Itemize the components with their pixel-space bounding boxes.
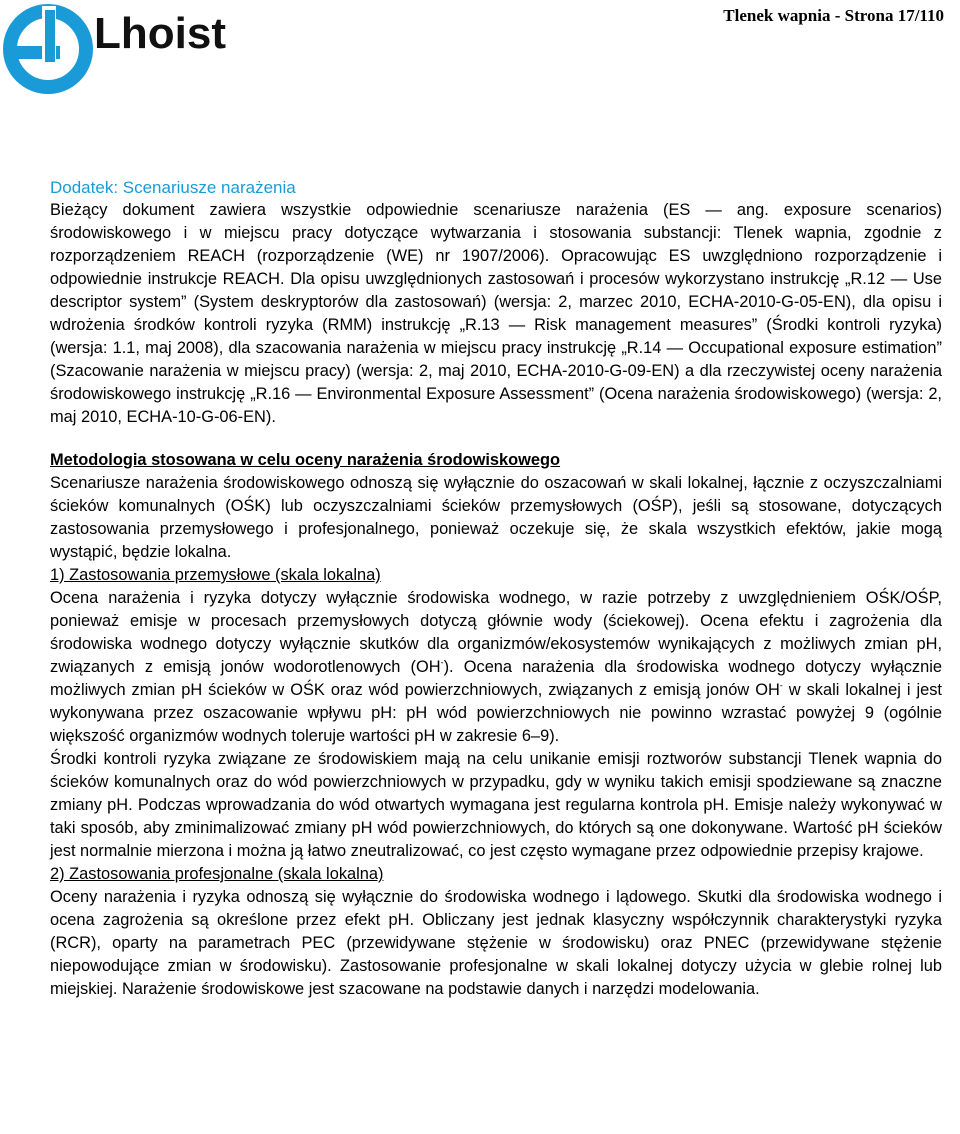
industrial-paragraph-1: Ocena narażenia i ryzyka dotyczy wyłącznie środowiska wodnego, w razie potrzeby z uwzględnieniem OŚK/OŚP, ponieważ emisje w procesach przemysłowych dotyczą głównie wody (ściekowej). Ocena efektu i zagrożenia dla środowiska wodnego dotyczy wyłącznie skutków dla organizmów/ekosystemów wynikających z możliwych zmian pH, związanych z emisją jonów wodorotlenowych (OH-). Ocena narażenia dla środowiska wodnego dotyczy wyłącznie możliwych zmian pH ścieków w OŚK oraz wód powierzchniowych, związanych z emisją jonów OH- w skali lokalnej i jest wykonywana przez oszacowanie wpływu pH: pH wód powierzchniowych nie powinno wzrastać powyżej 9 (ogólnie większość organizmów wodnych toleruje wartości pH w zakresie 6–9). — [50, 589, 942, 745]
industrial-paragraph-2: Środki kontroli ryzyka związane ze środowiskiem mają na celu unikanie emisji roztworów substancji Tlenek wapnia do ścieków komunalnych oraz do wód powierzchniowych w przypadku, gdy w wyniku takich emisji spodziewane są znaczne zmiany pH. Podczas wprowadzania do wód otwartych wymagana jest regularna kontrola pH. Emisje należy wykonywać w taki sposób, aby zminimalizować zmiany pH wód powierzchniowych, do których są one dokonywane. Wartość pH ścieków jest normalnie mierzona i można ją łatwo zneutralizować, co jest często wymagane przez odpowiednie przepisy krajowe. — [50, 750, 942, 860]
logo-wordmark: Lhoist — [94, 9, 226, 58]
professional-heading: 2) Zastosowania profesjonalne (skala lokalna) — [50, 865, 384, 883]
page-header-title: Tlenek wapnia - Strona 17/110 — [723, 6, 944, 25]
methodology-intro: Scenariusze narażenia środowiskowego odnoszą się wyłącznie do oszacowań w skali lokalnej, łącznie z oczyszczalniami ścieków komunalnych (OŚK) lub oczyszczalniami ścieków przemysłowych (OŚP), jeśli są stosowane, dotyczących zastosowania przemysłowego i profesjonalnego, ponieważ oczekuje się, że skala wszystkich efektów, jakie mogą wystąpić, będzie lokalna. — [50, 474, 942, 561]
annex-title: Dodatek: Scenariusze narażenia — [50, 178, 296, 197]
annex-intro: Bieżący dokument zawiera wszystkie odpowiednie scenariusze narażenia (ES — ang. exposure scenarios) środowiskowego i w miejscu pracy dotyczące wytwarzania i stosowania substancji: Tlenek wapnia, zgodnie z rozporządzeniem REACH (rozporządzenie (WE) nr 1907/2006). Opracowując ES uwzględniono rozporządzenie i odpowiednie instrukcje REACH. Dla opisu uwzględnionych zastosowań i procesów wykorzystano instrukcję „R.12 — Use descriptor system” (System deskryptorów dla zastosowań) (wersja: 2, marzec 2010, ECHA-2010-G-05-EN), dla opisu i wdrożenia środków kontroli ryzyka (RMM) instrukcję „R.13 — Risk management measures” (Środki kontroli ryzyka) (wersja: 1.1, maj 2008), dla szacowania narażenia w miejscu pracy instrukcję „R.14 — Occupational exposure estimation” (Szacowanie narażenia w miejscu pracy) (wersja: 2, maj 2010, ECHA-2010-G-09-EN) a dla rzeczywistej oceny narażenia środowiskowego instrukcję „R.16 — Environmental Exposure Assessment” (Ocena narażenia środowiskowego) (wersja: 2, maj 2010, ECHA-10-G-06-EN). — [50, 201, 942, 426]
document-body — [50, 176, 942, 1001]
lhoist-logo — [2, 2, 242, 98]
professional-paragraph-1: Oceny narażenia i ryzyka odnoszą się wyłącznie do środowiska wodnego i lądowego. Skutki dla środowiska wodnego i ocena zagrożenia są określone przez efekt pH. Obliczany jest jednak klasyczny współczynnik charakterystyki ryzyka (RCR), oparty na parametrach PEC (przewidywane stężenie w środowisku) oraz PNEC (przewidywane stężenie niepowodujące zmian w środowisku). Zastosowanie profesjonalne w skali lokalnej dotyczy użycia w glebie rolnej lub miejskiej. Narażenie środowiskowe jest szacowane na podstawie danych i narzędzi modelowania. — [50, 888, 942, 998]
methodology-title: Metodologia stosowana w celu oceny narażenia środowiskowego — [50, 451, 561, 469]
industrial-heading: 1) Zastosowania przemysłowe (skala lokalna) — [50, 566, 381, 584]
